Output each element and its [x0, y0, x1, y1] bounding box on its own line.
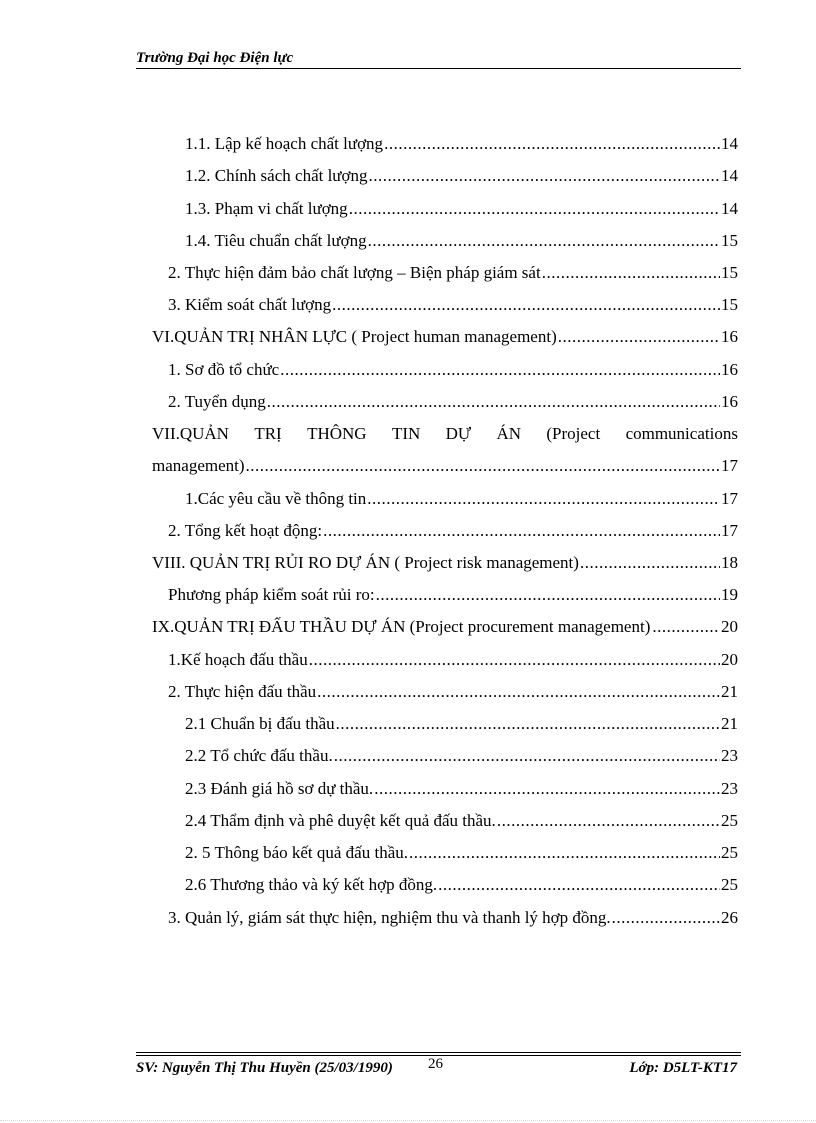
toc-entry[interactable]: [168, 390, 738, 414]
footer-divider: [136, 1052, 741, 1053]
toc-entry-label: management): [152, 456, 245, 475]
toc-entry-label: 1.Các yêu cầu về thông tin: [185, 489, 367, 508]
toc-entry-page: 20: [721, 650, 738, 669]
toc-entry-page: 16: [721, 392, 738, 411]
toc-entry-label: VI.QUẢN TRỊ NHÂN LỰC ( Project human management): [152, 327, 557, 346]
toc-entry-label: 2.1 Chuẩn bị đấu thầu: [185, 714, 335, 733]
toc-leader-dots: [652, 615, 719, 639]
toc-entry[interactable]: [185, 487, 738, 511]
toc-entry-label: VIII. QUẢN TRỊ RỦI RO DỰ ÁN ( Project risk management): [152, 553, 579, 572]
toc-section-entry-first-line[interactable]: [152, 422, 738, 446]
toc-leader-dots: [376, 583, 720, 607]
toc-entry[interactable]: [185, 873, 738, 897]
toc-leader-dots: [612, 906, 720, 930]
toc-entry-page: 21: [721, 682, 738, 701]
toc-leader-dots: [334, 744, 720, 768]
header-divider: [136, 68, 741, 69]
toc-entry-page: 16: [721, 360, 738, 379]
toc-leader-dots: [580, 551, 720, 575]
toc-word: DỰ: [445, 424, 472, 443]
toc-word: (Project: [546, 424, 601, 443]
toc-leader-dots: [409, 841, 720, 865]
toc-word: communications: [625, 424, 738, 443]
toc-entry-page: 20: [721, 617, 738, 636]
toc-leader-dots: [497, 809, 720, 833]
toc-leader-dots: [317, 680, 720, 704]
toc-entry-label: 2. Tuyển dụng: [168, 392, 266, 411]
toc-entry[interactable]: [185, 841, 738, 865]
toc-leader-dots: [369, 164, 720, 188]
toc-entry[interactable]: [168, 648, 738, 672]
toc-entry-page: 14: [721, 166, 738, 185]
toc-entry-page: 15: [721, 263, 738, 282]
toc-entry[interactable]: [168, 358, 738, 382]
toc-entry-page: 23: [721, 746, 738, 765]
toc-leader-dots: [367, 487, 720, 511]
toc-entry[interactable]: [168, 680, 738, 704]
toc-entry-page: 17: [721, 456, 738, 475]
toc-entry[interactable]: [168, 906, 738, 930]
toc-entry-label: 1.2. Chính sách chất lượng: [185, 166, 368, 185]
toc-entry-page: 19: [721, 585, 738, 604]
toc-entry[interactable]: [168, 583, 738, 607]
toc-leader-dots: [280, 358, 720, 382]
toc-entry-label: 1. Sơ đồ tổ chức: [168, 360, 280, 379]
toc-word: TRỊ: [254, 424, 282, 443]
toc-entry-label: 2.2 Tổ chức đấu thầu.: [185, 746, 333, 765]
toc-leader-dots: [323, 519, 720, 543]
toc-entry-page: 26: [721, 908, 738, 927]
toc-entry[interactable]: [185, 712, 738, 736]
toc-entry[interactable]: [185, 229, 738, 253]
toc-entry[interactable]: [168, 519, 738, 543]
toc-entry-page: 25: [721, 811, 738, 830]
toc-word: TIN: [391, 424, 421, 443]
toc-entry-page: 14: [721, 134, 738, 153]
toc-section-entry[interactable]: [152, 551, 738, 575]
toc-entry-label: 1.4. Tiêu chuẩn chất lượng: [185, 231, 367, 250]
toc-section-entry[interactable]: [152, 615, 738, 639]
toc-entry-page: 16: [721, 327, 738, 346]
toc-entry-page: 15: [721, 295, 738, 314]
page-number: 26: [428, 1056, 443, 1072]
toc-entry-label: 2.3 Đánh giá hồ sơ dự thầu.: [185, 779, 374, 798]
toc-leader-dots: [336, 712, 720, 736]
page-header: [136, 48, 741, 70]
toc-entry-page: 23: [721, 779, 738, 798]
toc-word: THÔNG: [307, 424, 367, 443]
toc-entry-page: 15: [721, 231, 738, 250]
toc-entry[interactable]: [168, 293, 738, 317]
toc-leader-dots: [384, 132, 720, 156]
toc-entry-label: 1.Kế hoạch đấu thầu: [168, 650, 308, 669]
toc-entry[interactable]: [185, 164, 738, 188]
toc-entry-label: 2. 5 Thông báo kết quả đấu thầu.: [185, 843, 409, 862]
toc-leader-dots: [368, 229, 720, 253]
student-info: SV: Nguyễn Thị Thu Huyền (25/03/1990): [136, 1060, 393, 1076]
toc-section-entry[interactable]: [152, 325, 738, 349]
toc-leader-dots: [267, 390, 720, 414]
toc-entry-label: IX.QUẢN TRỊ ĐẤU THẦU DỰ ÁN (Project procurement management): [152, 617, 651, 636]
toc-entry-page: 25: [721, 843, 738, 862]
toc-entry-label: 2.4 Thẩm định và phê duyệt kết quả đấu thầu.: [185, 811, 496, 830]
toc-word: ÁN: [496, 424, 522, 443]
toc-entry[interactable]: [185, 132, 738, 156]
toc-entry-label: 2. Thực hiện đấu thầu: [168, 682, 317, 701]
toc-entry[interactable]: [185, 777, 738, 801]
class-code: Lớp: D5LT-KT17: [629, 1060, 737, 1076]
page-edge: [0, 1120, 816, 1121]
toc-entry-page: 14: [721, 199, 738, 218]
toc-entry-label: 3. Quản lý, giám sát thực hiện, nghiệm thu và thanh lý hợp đồng.: [168, 908, 611, 927]
toc-word: VII.QUẢN: [152, 424, 229, 443]
toc-leader-dots: [309, 648, 720, 672]
toc-entry-page: 18: [721, 553, 738, 572]
toc-entry-label: 2. Tổng kết hoạt động:: [168, 521, 323, 540]
toc-entry-label: Phương pháp kiểm soát rủi ro:: [168, 585, 375, 604]
toc-entry-label: 2. Thực hiện đảm bảo chất lượng – Biện pháp giám sát: [168, 263, 541, 282]
toc-entry[interactable]: [185, 809, 738, 833]
toc-entry-label: 2.6 Thương thảo và ký kết hợp đồng.: [185, 875, 438, 894]
toc-entry-label: 1.1. Lập kế hoạch chất lượng: [185, 134, 384, 153]
toc-leader-dots: [332, 293, 720, 317]
toc-entry-page: 21: [721, 714, 738, 733]
toc-entry-page: 17: [721, 489, 738, 508]
toc-entry-page: 17: [721, 521, 738, 540]
toc-leader-dots: [542, 261, 720, 285]
page-footer: [136, 1050, 741, 1080]
toc-entry-label: 3. Kiểm soát chất lượng: [168, 295, 332, 314]
toc-leader-dots: [374, 777, 720, 801]
toc-section-entry[interactable]: [152, 454, 738, 478]
toc-entry-label: 1.3. Phạm vi chất lượng: [185, 199, 348, 218]
toc-entry-page: 25: [721, 875, 738, 894]
toc-leader-dots: [438, 873, 720, 897]
toc-leader-dots: [246, 454, 720, 478]
toc-entry[interactable]: [185, 197, 738, 221]
toc-entry[interactable]: [168, 261, 738, 285]
toc-entry[interactable]: [185, 744, 738, 768]
university-name: Trường Đại học Điện lực: [136, 50, 294, 66]
toc-leader-dots: [558, 325, 720, 349]
toc-leader-dots: [349, 197, 720, 221]
